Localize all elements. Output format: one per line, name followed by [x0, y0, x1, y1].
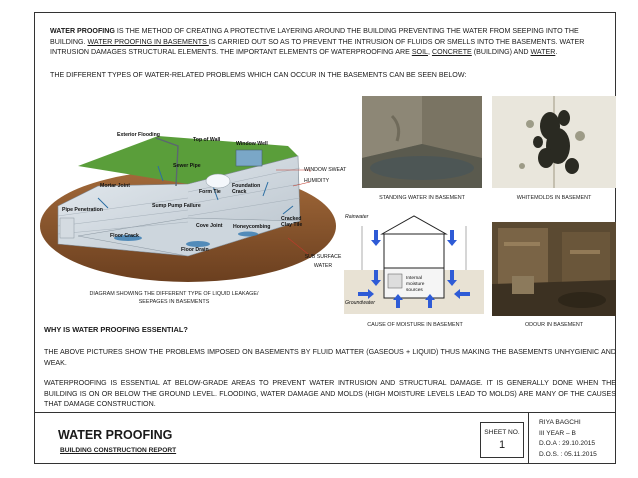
intro-water: WATER: [530, 48, 556, 56]
photo-white-molds: [492, 96, 616, 188]
intro-text-2: IS CARRIED OUT SO AS TO PREVENT THE INTRUSION OF FLUIDS OR SMELLS INTO THE BASEMENTS. WATER INTRUSION DAMAGES STRUCTURAL ELEMENTS. THE IMPORTANT ELEMENTS OF WATERPROOFING ARE: [50, 37, 585, 56]
intro-soil: SOIL: [411, 48, 428, 56]
diagram-caption: DIAGRAM SHOWING THE DIFFERENT TYPE OF LIQUID LEAKAGE/ SEEPAGES IN BASEMENTS: [89, 291, 259, 305]
label-honeycombing: Honeycombing: [233, 224, 271, 230]
label-floor-drain: Floor Drain: [181, 247, 209, 253]
date-submitted: D.O.S. : 05.11.2015: [539, 450, 597, 458]
paragraph-problems: THE ABOVE PICTURES SHOW THE PROBLEMS IMPOSED ON BASEMENTS BY FLUID MATTER (GASEOUS + LIQUID) THUS MAKING THE BASEMENTS UNHYGIENIC AND WEAK.: [44, 348, 616, 367]
sheet-number: 1: [498, 439, 506, 451]
photo-standing-water: [362, 96, 482, 188]
label-sewer-pipe: Sewer Pipe: [173, 163, 201, 169]
report-title: WATER PROOFING: [58, 428, 173, 442]
moisture-cause-diagram: [344, 210, 484, 314]
window-well-graphic: [236, 150, 262, 166]
label-floor-crack: Floor Crack: [110, 233, 139, 239]
intro-period: .: [555, 48, 558, 56]
author-year: III YEAR – B: [539, 429, 576, 437]
intro-basements-term: WATER PROOFING IN BASEMENTS: [87, 37, 209, 46]
date-assigned: D.O.A : 29.10.2015: [539, 440, 596, 448]
sheet-label: SHEET NO.: [484, 429, 520, 436]
label-rainwater: Rainwater: [345, 214, 369, 220]
standing-water-image: [362, 96, 482, 188]
intro-concrete: CONCRETE: [431, 48, 472, 56]
section-question: WHY IS WATER PROOFING ESSENTIAL?: [44, 325, 188, 334]
section-subheading: THE DIFFERENT TYPES OF WATER-RELATED PROBLEMS WHICH CAN OCCUR IN THE BASEMENTS CAN BE SEEN BELOW:: [50, 71, 467, 79]
caption-moisture-cause: CAUSE OF MOISTURE IN BASEMENT: [367, 322, 463, 328]
label-groundwater: Groundwater: [345, 300, 375, 306]
intro-paragraph: [50, 26, 610, 58]
caption-odour: ODOUR IN BASEMENT: [524, 322, 584, 328]
white-molds-image: [492, 96, 616, 188]
humidity-cloud: [206, 174, 230, 188]
label-pipe-penetration: Pipe Penetration: [62, 207, 103, 213]
callout-sub-surface-water: SUB SURFACE WATER: [304, 254, 342, 269]
author-name: RIYA BAGCHI: [539, 419, 581, 426]
label-cove-joint: Cove Joint: [196, 223, 223, 229]
intro-comma: ,: [428, 48, 432, 56]
label-cracked-clay-tile: Cracked Clay Tile: [281, 216, 303, 228]
photo-odour: [492, 222, 616, 316]
paragraph-essential: WATERPROOFING IS ESSENTIAL AT BELOW-GRADE AREAS TO PREVENT WATER INTRUSION AND STRUCTURAL DAMAGE. IT IS GENERALLY DONE WHEN THE BUILDING IS ON OR BELOW THE GROUND LEVEL. FLOODING, WATER DAMAGE AND MOLDS (HIGH MOISTURE LEVELS LEAD TO MOLDS) ARE MANY OF THE CAUSES THAT DAMAGE CONSTRUCTION.: [44, 379, 616, 408]
intro-term: WATER PROOFING: [50, 27, 115, 35]
label-sump-pump-failure: Sump Pump Failure: [152, 203, 201, 209]
label-window-well: Window Well: [236, 141, 268, 147]
report-subtitle: BUILDING CONSTRUCTION REPORT: [60, 447, 177, 454]
sheet-number-box: [480, 422, 524, 458]
author-info: [528, 412, 616, 464]
caption-standing-water: STANDING WATER IN BASEMENT: [379, 195, 465, 201]
odour-image: [492, 222, 616, 316]
label-top-of-wall: Top of Wall: [193, 137, 221, 143]
callout-humidity: HUMIDITY: [304, 178, 330, 184]
caption-white-molds: WHITEMOLDS IN BASEMENT: [516, 195, 592, 201]
label-foundation-crack: Foundation Crack: [232, 183, 261, 195]
label-mortar-joint: Mortar Joint: [100, 183, 130, 189]
callout-window-sweat: WINDOW SWEAT: [304, 167, 347, 173]
label-form-tie: Form Tie: [199, 189, 221, 195]
intro-text-3: (BUILDING) AND: [471, 48, 531, 56]
label-exterior-flooding: Exterior Flooding: [117, 132, 160, 138]
intro-text-1: IS THE METHOD OF CREATING A PROTECTIVE LAYERING AROUND THE BUILDING PREVENTING THE WATER FROM SEEPING INTO THE BUILDING.: [50, 27, 579, 46]
moisture-cause-illustration: [344, 210, 484, 314]
wall-block: [60, 218, 74, 238]
label-internal-moisture: Internal moisture sources: [406, 276, 425, 293]
